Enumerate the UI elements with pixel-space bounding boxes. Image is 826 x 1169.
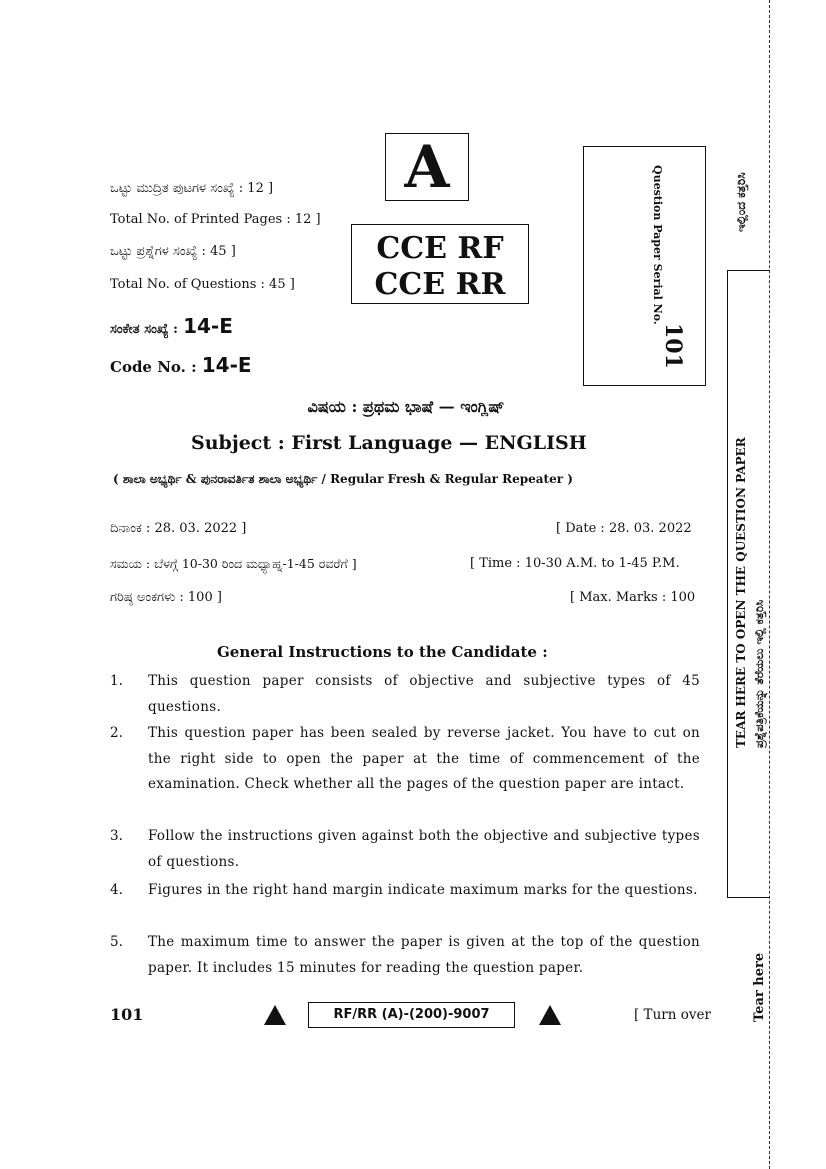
instruction-item	[110, 721, 700, 798]
side-en-tear: Tear here	[752, 952, 767, 1022]
kn-total-questions: ಒಟ್ಟು ಪ್ರಶ್ನೆಗಳ ಸಂಖ್ಯೆ : 45 ]	[110, 244, 236, 259]
en-code-value: 14-E	[201, 353, 252, 377]
kn-code-row	[110, 314, 233, 338]
kn-marks: ಗರಿಷ್ಠ ಅಂಕಗಳು : 100 ]	[110, 590, 222, 605]
en-code-row	[110, 353, 252, 377]
footer-page-number: 101	[110, 1005, 144, 1024]
instruction-number: 5.	[110, 934, 123, 950]
serial-number-box	[583, 146, 706, 386]
instruction-text: This question paper has been sealed by reverse jacket. You have to cut on the right side to open the paper at the time of commencement of the examination. Check whether all the pages of the question paper are intact.	[148, 725, 700, 792]
exam-code-box	[351, 224, 529, 304]
instruction-number: 2.	[110, 725, 123, 741]
kn-date: ದಿನಾಂಕ : 28. 03. 2022 ]	[110, 521, 247, 536]
kn-code-value: 14-E	[183, 314, 233, 338]
kn-time: ಸಮಯ : ಬೆಳಗ್ಗೆ 10-30 ರಿಂದ ಮಧ್ಯಾಹ್ನ-1-45 ರವರೆಗೆ ]	[110, 556, 357, 571]
en-printed-pages: Total No. of Printed Pages : 12 ]	[110, 212, 321, 227]
instruction-number: 3.	[110, 828, 123, 844]
kn-subject: ವಿಷಯ : ಪ್ರಥಮ ಭಾಷೆ — ಇಂಗ್ಲಿಷ್	[307, 397, 505, 416]
en-total-questions: Total No. of Questions : 45 ]	[110, 277, 295, 292]
footer-turn-over: [ Turn over	[634, 1007, 711, 1023]
side-kn-top: ಇಲ್ಲಿಂದ ಕತ್ತರಿಸಿ	[734, 172, 748, 232]
en-marks: [ Max. Marks : 100	[570, 590, 696, 605]
triangle-icon	[539, 1005, 561, 1025]
side-kn-tear-open: ಪ್ರಶ್ನೆಪತ್ರಿಕೆಯನ್ನು ತೆರೆಯಲು ಇಲ್ಲಿ ಕತ್ತರಿಸಿ	[752, 599, 766, 748]
instruction-item	[110, 824, 700, 875]
en-code-label: Code No. :	[110, 358, 197, 376]
instruction-text: Follow the instructions given against both the objective and subjective types of questions.	[148, 828, 700, 870]
serial-value: 101	[660, 323, 686, 369]
exam-code-1: CCE RF	[376, 231, 504, 266]
en-time: [ Time : 10-30 A.M. to 1-45 P.M.	[470, 556, 680, 571]
en-date: [ Date : 28. 03. 2022	[556, 521, 692, 536]
instruction-item	[110, 878, 700, 904]
candidate-type: ( ಶಾಲಾ ಅಭ್ಯರ್ಥಿ & ಪುನರಾವರ್ತಿತ ಶಾಲಾ ಅಭ್ಯರ್ಥಿ / Regular Fresh & Regular Repeater )	[113, 472, 573, 486]
instruction-number: 1.	[110, 673, 123, 689]
footer-code: RF/RR (A)-(200)-9007	[308, 1002, 515, 1028]
instruction-text: The maximum time to answer the paper is given at the top of the question paper. It includes 15 minutes for reading the question paper.	[148, 934, 700, 976]
set-letter-box: A	[385, 133, 469, 201]
exam-code-2: CCE RR	[374, 267, 506, 302]
instruction-text: This question paper consists of objective and subjective types of 45 questions.	[148, 673, 700, 715]
kn-printed-pages: ಒಟ್ಟು ಮುದ್ರಿತ ಪುಟಗಳ ಸಂಖ್ಯೆ : 12 ]	[110, 181, 274, 196]
instructions-title: General Instructions to the Candidate :	[217, 643, 548, 661]
en-subject: Subject : First Language — ENGLISH	[191, 432, 587, 454]
triangle-icon	[264, 1005, 286, 1025]
instruction-number: 4.	[110, 882, 123, 898]
serial-label: Question Paper Serial No.	[651, 165, 664, 325]
instruction-item	[110, 930, 700, 981]
kn-code-label: ಸಂಕೇತ ಸಂಖ್ಯೆ :	[110, 322, 178, 337]
instruction-text: Figures in the right hand margin indicate maximum marks for the questions.	[148, 882, 698, 898]
instruction-item	[110, 669, 700, 720]
side-en-tear-open: TEAR HERE TO OPEN THE QUESTION PAPER	[734, 437, 748, 748]
